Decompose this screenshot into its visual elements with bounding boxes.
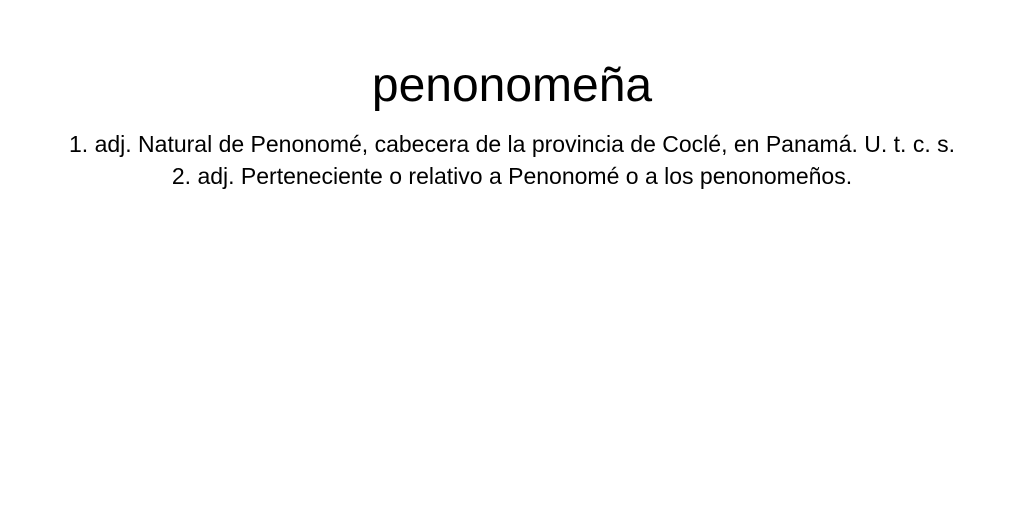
definition-list [0,125,1024,195]
definition-2: 2. adj. Perteneciente o relativo a Penonomé o a los penonomeños. [171,163,853,189]
dictionary-entry [0,0,1024,195]
definition-1: 1. adj. Natural de Penonomé, cabecera de la provincia de Coclé, en Panamá. U. t. c. s. [69,131,955,157]
headword: penonomeña [371,59,653,112]
